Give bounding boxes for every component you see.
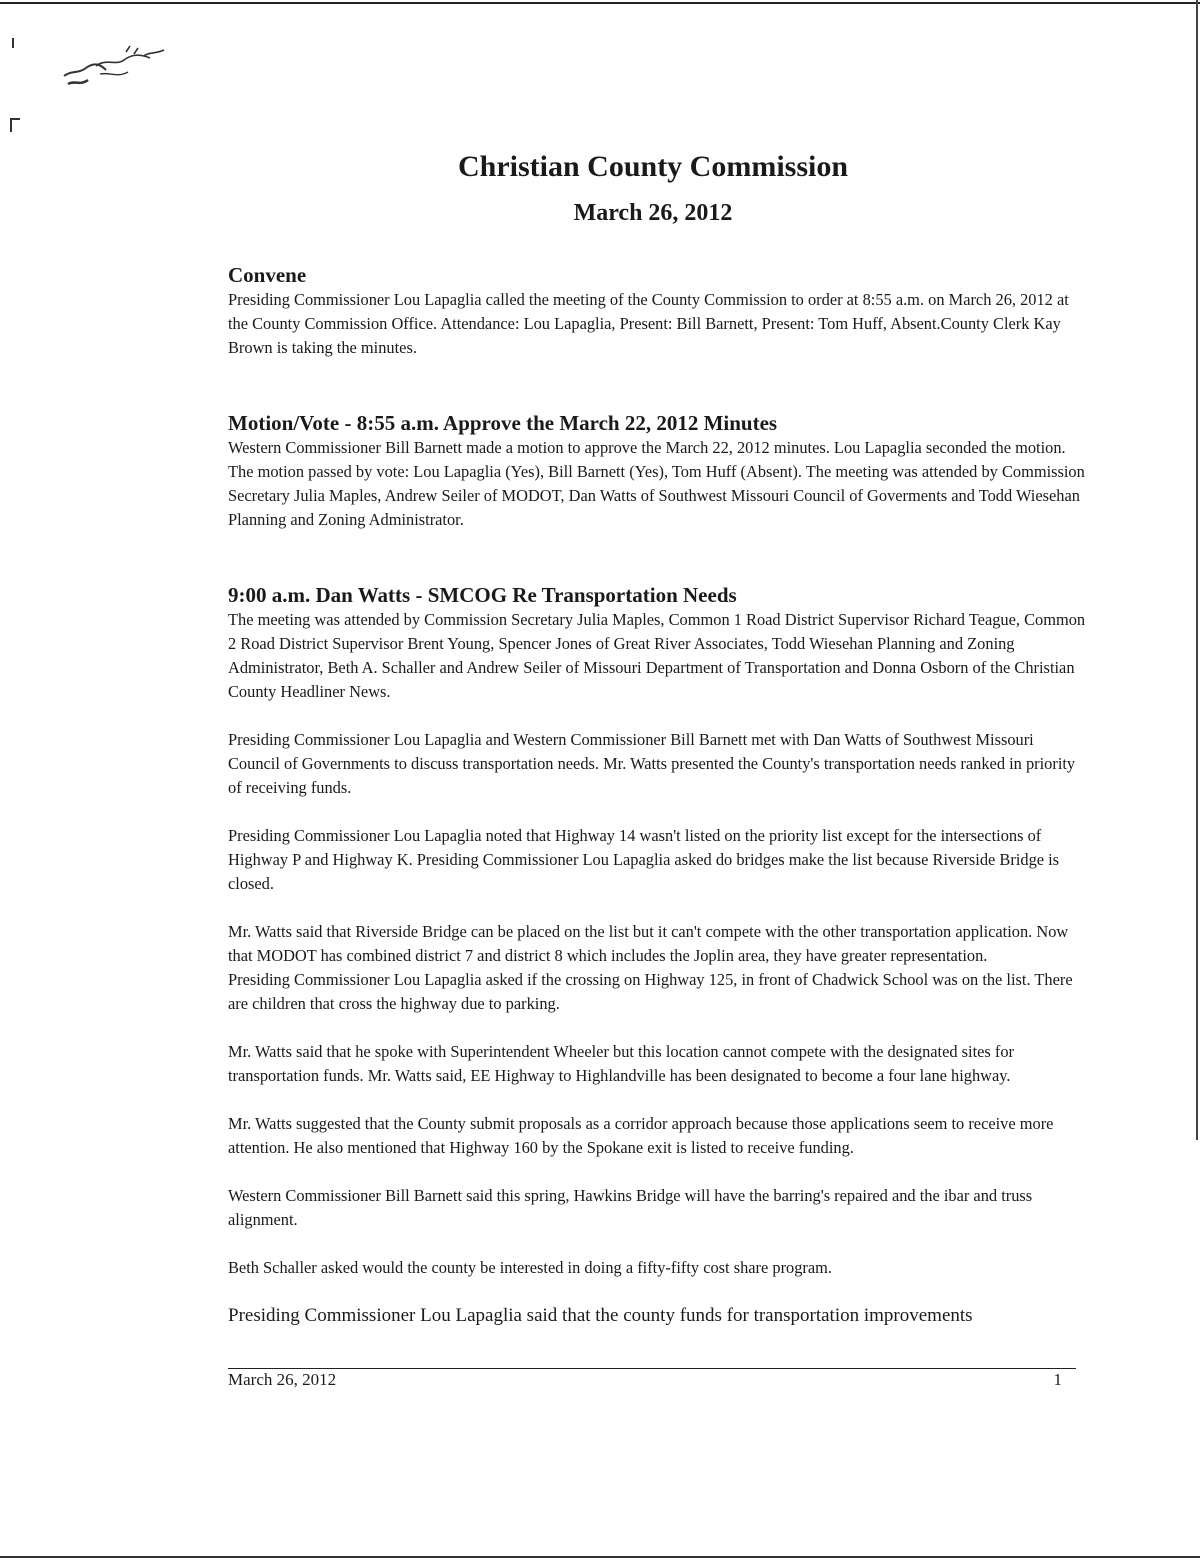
section-motion-vote <box>228 410 1088 532</box>
document-date: March 26, 2012 <box>573 200 733 226</box>
paragraph-continued: Presiding Commissioner Lou Lapaglia said that the county funds for transportation improvements <box>228 1305 973 1326</box>
page-number: 1 <box>1053 1370 1062 1389</box>
paragraph: Mr. Watts said that he spoke with Superintendent Wheeler but this location cannot compete with the designated sites for transportation funds. Mr. Watts said, EE Highway to Highlandville has been designated to become a four lane highway. <box>228 1042 1015 1085</box>
scan-mark <box>10 118 12 132</box>
paragraph: Western Commissioner Bill Barnett made a motion to approve the March 22, 2012 minutes. Lou Lapaglia seconded the motion. The motion passed by vote: Lou Lapaglia (Yes), Bill Barnett (Yes), Tom Huff (Absent). The meeting was attended by Commission Secretary Julia Maples, Andrew Seiler of MODOT, Dan Watts of Southwest Missouri Council of Goverments and Todd Wiesehan Planning and Zoning Administrator. <box>228 438 1085 529</box>
footer-date: March 26, 2012 <box>228 1370 337 1389</box>
section-convene <box>228 262 1088 360</box>
scan-mark <box>12 38 14 48</box>
paragraph: Presiding Commissioner Lou Lapaglia and Western Commissioner Bill Barnett met with Dan Watts of Southwest Missouri Council of Governments to discuss transportation needs. Mr. Watts presented the County's transportation needs ranked in priority of receiving funds. <box>228 730 1076 797</box>
section-heading: Convene <box>228 263 307 287</box>
paragraph: The meeting was attended by Commission Secretary Julia Maples, Common 1 Road District Supervisor Richard Teague, Common 2 Road District Supervisor Brent Young, Spencer Jones of Great River Associates, Todd Wiesehan Planning and Zoning Administrator, Beth A. Schaller and Andrew Seiler of Missouri Department of Transportation and Donna Osborn of the Christian County Headliner News. <box>228 610 1086 701</box>
scan-edge-top <box>0 2 1200 4</box>
scan-edge-bottom <box>0 1556 1200 1558</box>
section-heading: 9:00 a.m. Dan Watts - SMCOG Re Transportation Needs <box>228 583 737 607</box>
scan-mark <box>10 118 20 120</box>
section-heading: Motion/Vote - 8:55 a.m. Approve the March 22, 2012 Minutes <box>228 411 778 435</box>
paragraph: Presiding Commissioner Lou Lapaglia asked if the crossing on Highway 125, in front of Chadwick School was on the list. There are children that cross the highway due to parking. <box>228 970 1073 1013</box>
minutes-body <box>228 262 1088 1328</box>
paragraph: Mr. Watts said that Riverside Bridge can be placed on the list but it can't compete with the other transportation application. Now that MODOT has combined district 7 and district 8 which includes the Joplin area, they have greater representation. <box>228 922 1069 965</box>
section-transportation-needs <box>228 582 1088 1328</box>
page-footer <box>228 1368 1076 1391</box>
paragraph: Mr. Watts suggested that the County submit proposals as a corridor approach because those applications seem to receive more attention. He also mentioned that Highway 160 by the Spokane exit is listed to receive funding. <box>228 1114 1054 1157</box>
paragraph: Presiding Commissioner Lou Lapaglia noted that Highway 14 wasn't listed on the priority list except for the intersections of Highway P and Highway K. Presiding Commissioner Lou Lapaglia asked do bridges make the list because Riverside Bridge is closed. <box>228 826 1060 893</box>
document-title: Christian County Commission <box>457 150 849 183</box>
paragraph: Beth Schaller asked would the county be interested in doing a fifty-fifty cost share program. <box>228 1258 833 1277</box>
paragraph: Presiding Commissioner Lou Lapaglia called the meeting of the County Commission to order at 8:55 a.m. on March 26, 2012 at the County Commission Office. Attendance: Lou Lapaglia, Present: Bill Barnett, Present: Tom Huff, Absent.County Clerk Kay Brown is taking the minutes. <box>228 290 1069 357</box>
handwritten-scribble-icon <box>60 44 170 94</box>
paragraph: Western Commissioner Bill Barnett said this spring, Hawkins Bridge will have the barring's repaired and the ibar and truss alignment. <box>228 1186 1033 1229</box>
